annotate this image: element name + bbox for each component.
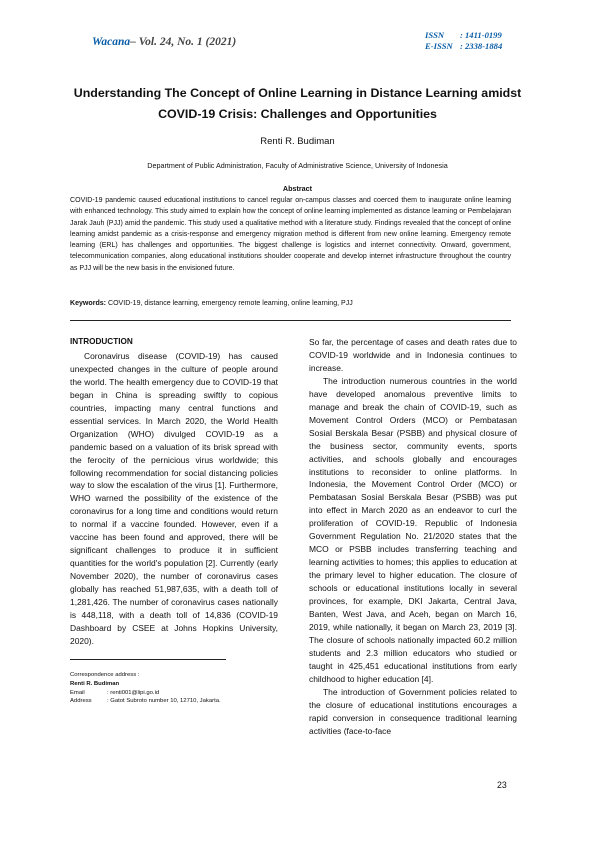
page-number: 23 xyxy=(497,780,507,790)
eissn-value: : 2338-1884 xyxy=(460,41,503,51)
author-affiliation: Department of Public Administration, Faculty of Administrative Science, University of Indonesia xyxy=(147,161,448,170)
abstract-heading: Abstract xyxy=(282,184,313,193)
author-name: Renti R. Budiman xyxy=(260,136,335,147)
email-value: : renti001@lipi.go.id xyxy=(107,689,160,696)
eissn-label: E-ISSN xyxy=(425,41,453,51)
issn-value: : 1411-0199 xyxy=(460,30,502,40)
email-label: Email xyxy=(70,689,85,696)
body-paragraph: So far, the percentage of cases and death rates due to COVID-19 worldwide and in Indonesia continues to increase. xyxy=(309,337,517,373)
introduction-heading: INTRODUCTION xyxy=(70,337,133,346)
keywords-text: COVID-19, distance learning, emergency remote learning, online learning, PJJ xyxy=(106,300,353,307)
title-line-1: Understanding The Concept of Online Learning in Distance Learning amidst xyxy=(73,86,522,100)
journal-citation xyxy=(92,36,236,48)
article-title xyxy=(60,83,535,125)
body-paragraph: The introduction of Government policies related to the closure of educational institutions encourages a rapid conversion in consequence traditional learning activities (face-to-face xyxy=(309,686,517,736)
issn-block xyxy=(425,30,502,52)
address-label: Address xyxy=(70,698,92,705)
section-divider xyxy=(70,320,511,321)
right-column xyxy=(309,336,517,738)
keywords-label: Keywords: xyxy=(70,300,107,307)
keywords xyxy=(70,300,525,307)
address-value: : Gatot Subroto number 10, 12710, Jakarta. xyxy=(107,698,221,705)
body-paragraph: Coronavirus disease (COVID-19) has caused unexpected changes in the culture of people around the world. The health emergency due to COVID-19 that began in China is spreading swiftly to copious countries, impacting many central functions and essential services. In March 2020, the World Health Organization (WHO) divulged COVID-19 as a pandemic based on a valuation of its brisk spread with the ferocity of the pernicious virus worldwide; this following recommendation for social distancing policies way to slow the escalation of the virus [1]. Furthermore, WHO warned the possibility of the existence of the coronavirus for a long time and conditions would return to normal if a vaccine founded. However, even if a vaccine has been found and approved, there will be significant challenges to produce it in sufficient quantities for the world's population [2]. Currently (early November 2020), the number of coronavirus cases globally has reached 51,987,635, with a death toll of 1,281,426. The number of coronavirus cases nationally is 448,118, with a death toll of 14,836 (COVID-19 Dashboard by CSEE at Johns Hopkins University, 2020). xyxy=(70,350,278,646)
body-paragraph: The introduction numerous countries in the world have developed anomalous preventive limits to manage and break the chain of COVID-19, such as Movement Control Orders (MCO) or Pembatasan Sosial Berskala Besar (PSBB) and physical closure of the business sector, community events, sports activities, and schools globally and encourages institutions to reconsider to online platforms. In Indonesia, the Movement Control Order (MCO) or Pembatasan Sosial Berskala Besar (PSBB) was put into effect in March 2020 as an endeavor to curl the proliferation of COVID-19. Republic of Indonesia Government Regulation No. 21/2020 states that the MCO or PSBB includes transferring teaching and learning activities to homes; this applies to education at the primary level to higher education. The closure of schools or educational institutions locally in several provinces, for example, DKI Jakarta, Central Java, Banten, West Java, and Aceh, began on March 16, 2019, while nationally, it began on March 23, 2019 [3]. The closure of schools nationally impacted 60.2 million students and 2.3 million educators who studied or taught in 425,451 educational institutions from early childhood to higher education [4]. xyxy=(309,375,517,684)
journal-volume: – Vol. 24, No. 1 (2021) xyxy=(130,36,237,48)
footnote-name: Renti R. Budiman xyxy=(70,680,120,687)
title-line-2: COVID-19 Crisis: Challenges and Opportunities xyxy=(158,107,437,121)
correspondence-footnote xyxy=(70,671,310,706)
footnote-heading: Correspondence address : xyxy=(70,672,140,678)
issn-label: ISSN xyxy=(425,30,445,40)
left-column xyxy=(70,336,278,648)
footnote-divider xyxy=(70,659,226,660)
abstract-text: COVID-19 pandemic caused educational institutions to cancel regular on-campus classes and coerced them to inaugurate online learning with enhanced technology. This study aimed to explain how the concept of online learning implemented as distance learning or Pembelajaran Jarak Jauh (PJJ) amid the pandemic. This study used a qualitative method with a literature study. Findings revealed that the concept of online learning amidst pandemic as a crisis-response and emergency migration method is different from new online learning. Emergency remote learning (ERL) has challenges and opportunities. The biggest challenge is logistics and internet connectivity. Onward, government, telecommunication companies, along educational institutions shoulder cooperate and develop internet infrastructure throughout the country as PJJ will be the new basis in the envisioned future. xyxy=(70,197,511,272)
journal-name: Wacana xyxy=(92,36,131,48)
